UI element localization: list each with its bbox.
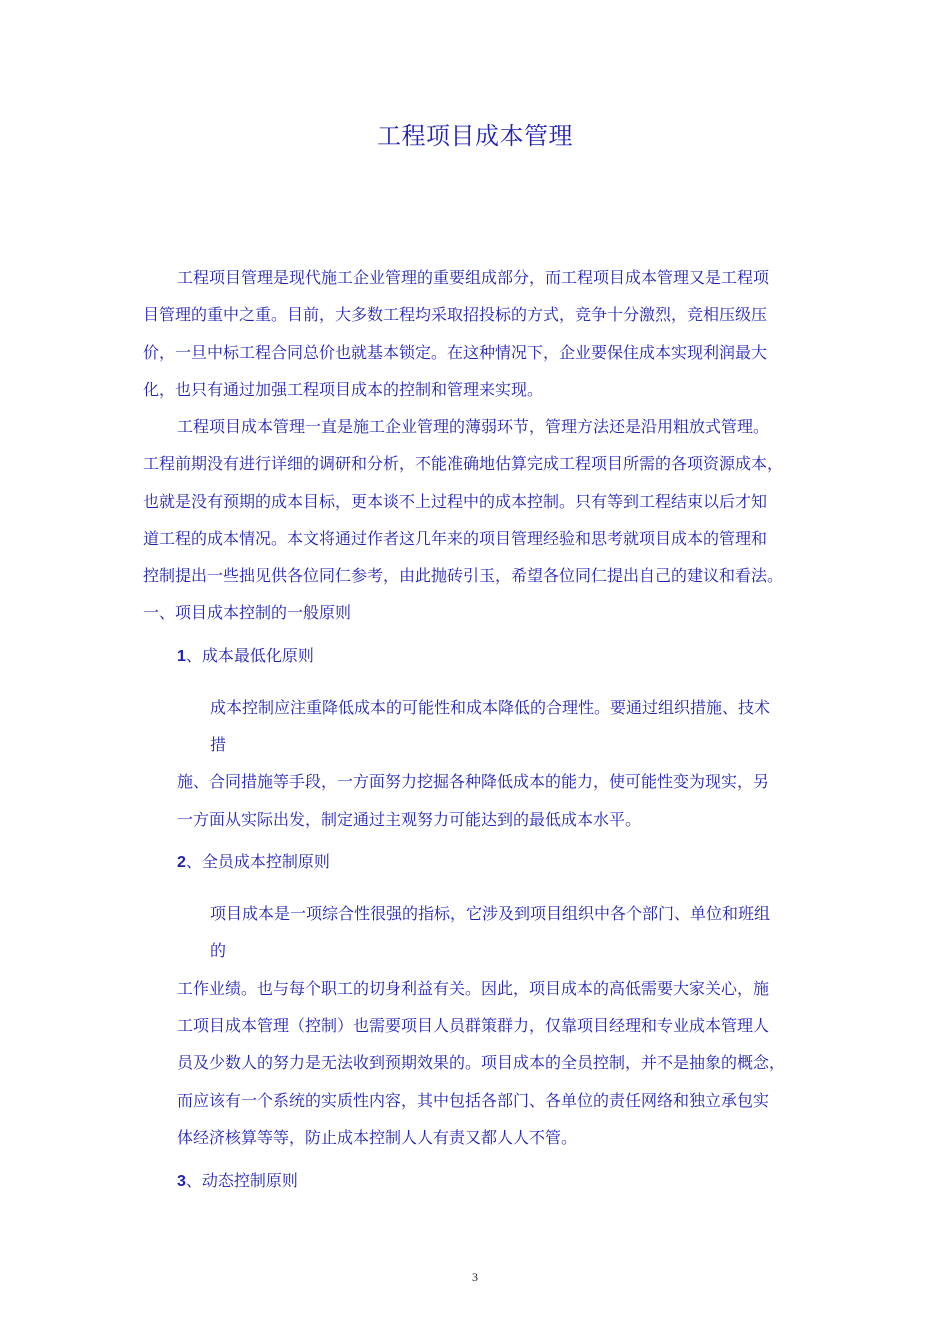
- item-1-line-4: 一方面从实际出发，制定通过主观努力可能达到的最低成本水平。: [177, 810, 642, 829]
- paragraph-1-line-1: 工程项目管理是现代施工企业管理的重要组成部分，而工程项目成本管理又是工程项: [177, 268, 770, 287]
- item-1-heading: [177, 646, 314, 667]
- item-2-line-2: 的: [210, 941, 227, 960]
- paragraph-1-line-3: 价，一旦中标工程合同总价也就基本锁定。在这种情况下，企业要保住成本实现利润最大: [143, 343, 768, 362]
- paragraph-2-line-2: 工程前期没有进行详细的调研和分析，不能准确地估算完成工程项目所需的各项资源成本，: [143, 454, 784, 473]
- item-1-number: 1: [177, 648, 186, 665]
- item-3-label: 、动态控制原则: [185, 1171, 298, 1190]
- item-2-line-5: 员及少数人的努力是无法收到预期效果的。项目成本的全员控制，并不是抽象的概念，: [177, 1053, 786, 1072]
- paragraph-1-line-4: 化，也只有通过加强工程项目成本的控制和管理来实现。: [143, 380, 544, 399]
- item-2-line-3: 工作业绩。也与每个职工的切身利益有关。因此，项目成本的高低需要大家关心，施: [177, 979, 770, 998]
- paragraph-2-line-4: 道工程的成本情况。本文将通过作者这几年来的项目管理经验和思考就项目成本的管理和: [143, 529, 768, 548]
- item-3-number: 3: [177, 1173, 186, 1190]
- item-2-label: 、全员成本控制原则: [185, 852, 330, 871]
- item-1-line-3: 施、合同措施等手段，一方面努力挖掘各种降低成本的能力，使可能性变为现实，另: [177, 772, 770, 791]
- item-2-line-7: 体经济核算等等，防止成本控制人人有责又都人人不管。: [177, 1128, 578, 1147]
- paragraph-2-line-5: 控制提出一些拙见供各位同仁参考，由此抛砖引玉，希望各位同仁提出自己的建议和看法。: [143, 566, 784, 585]
- item-2-number: 2: [177, 854, 186, 871]
- section-heading-1: 一、项目成本控制的一般原则: [143, 603, 352, 622]
- paragraph-2-line-3: 也就是没有预期的成本目标，更本谈不上过程中的成本控制。只有等到工程结束以后才知: [143, 492, 768, 511]
- item-2-line-4: 工项目成本管理（控制）也需要项目人员群策群力，仅靠项目经理和专业成本管理人: [177, 1016, 770, 1035]
- item-1-line-2: 措: [210, 735, 227, 754]
- item-2-line-6: 而应该有一个系统的实质性内容，其中包括各部门、各单位的责任网络和独立承包实: [177, 1091, 770, 1110]
- item-1-line-1: 成本控制应注重降低成本的可能性和成本降低的合理性。要通过组织措施、技术: [210, 698, 771, 717]
- item-3-heading: [177, 1171, 298, 1192]
- paragraph-1-line-2: 目管理的重中之重。目前，大多数工程均采取招投标的方式，竞争十分激烈，竞相压级压: [143, 305, 768, 324]
- page-number: 3: [472, 1270, 478, 1284]
- item-2-line-1: 项目成本是一项综合性很强的指标，它涉及到项目组织中各个部门、单位和班组: [210, 904, 771, 923]
- document-title: 工程项目成本管理: [377, 122, 573, 150]
- item-1-label: 、成本最低化原则: [185, 646, 314, 665]
- item-2-heading: [177, 852, 330, 873]
- paragraph-2-line-1: 工程项目成本管理一直是施工企业管理的薄弱环节，管理方法还是沿用粗放式管理。: [177, 417, 770, 436]
